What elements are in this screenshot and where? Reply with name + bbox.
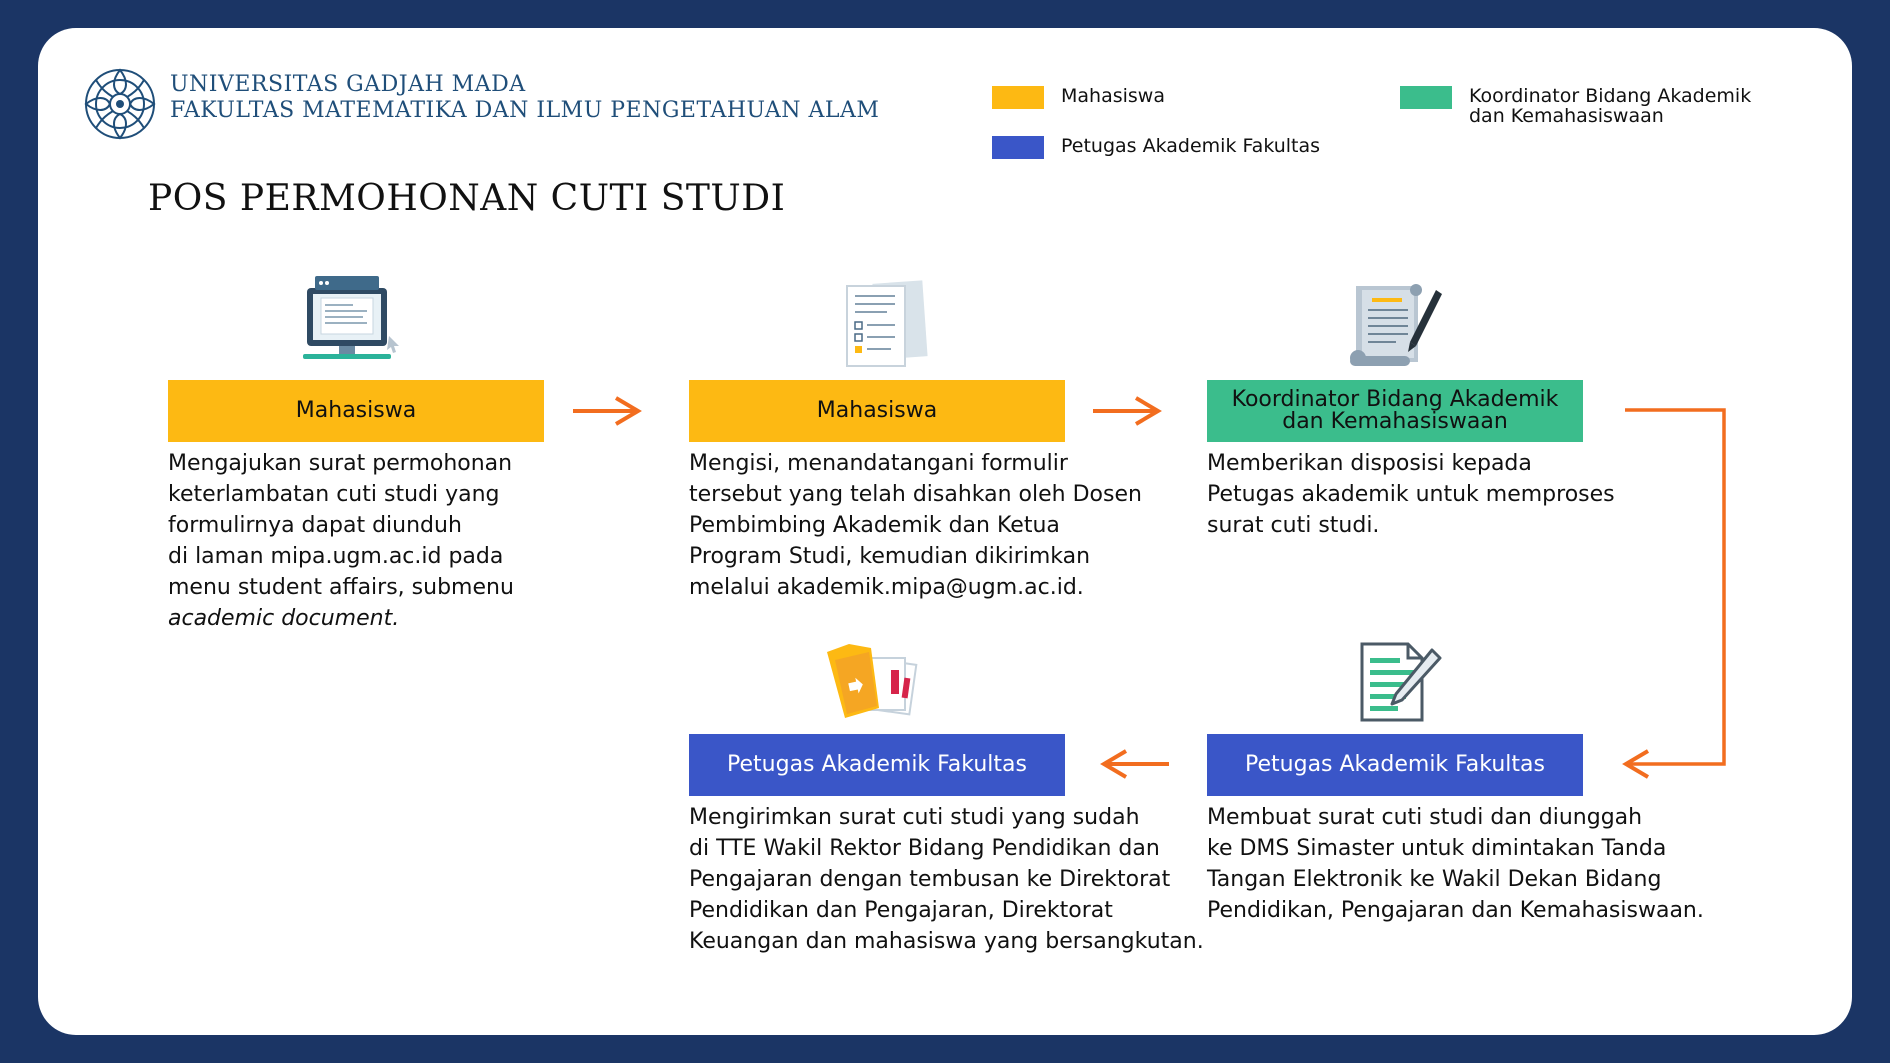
arrow-step3-to-step4 bbox=[1625, 410, 1724, 777]
step-4-description: Membuat surat cuti studi dan diunggah ke DMS Simaster untuk dimintakan Tanda Tangan Elektronik ke Wakil Dekan Bidang Pendidikan, Pengajaran dan Kemahasiswaan. bbox=[1207, 805, 1704, 923]
arrow-step1-to-step2 bbox=[573, 398, 638, 424]
step-5-label: Petugas Akademik Fakultas bbox=[689, 734, 1065, 796]
step-2-label: Mahasiswa bbox=[689, 380, 1065, 442]
faculty-name: FAKULTAS MATEMATIKA DAN ILMU PENGETAHUAN ALAM bbox=[170, 98, 880, 123]
flow-arrows bbox=[38, 28, 1852, 1035]
arrow-step4-to-step5 bbox=[1104, 751, 1169, 777]
poster-card bbox=[38, 28, 1852, 1035]
step-4-label: Petugas Akademik Fakultas bbox=[1207, 734, 1583, 796]
page-title: POS PERMOHONAN CUTI STUDI bbox=[148, 178, 786, 219]
arrow-step2-to-step3 bbox=[1093, 398, 1158, 424]
legend-label-mahasiswa: Mahasiswa bbox=[1061, 85, 1165, 107]
step-5-description: Mengirimkan surat cuti studi yang sudah di TTE Wakil Rektor Bidang Pendidikan dan Pengajaran dengan tembusan ke Direktorat Pendidikan dan Pengajaran, Direktorat Keuangan dan mahasiswa yang bersangkutan. bbox=[689, 805, 1204, 954]
university-name: UNIVERSITAS GADJAH MADA bbox=[170, 72, 526, 97]
legend-label-koordinator: Koordinator Bidang Akademik dan Kemahasiswaan bbox=[1469, 85, 1752, 127]
step-1-description: Mengajukan surat permohonan keterlambatan cuti studi yang formulirnya dapat diunduh di laman mipa.ugm.ac.id pada menu student affairs, submenu academic document. bbox=[168, 451, 514, 631]
step-3-label: Koordinator Bidang Akademik dan Kemahasiswaan bbox=[1207, 380, 1583, 442]
legend-label-petugas: Petugas Akademik Fakultas bbox=[1061, 135, 1321, 157]
step-3-description: Memberikan disposisi kepada Petugas akademik untuk memproses surat cuti studi. bbox=[1207, 451, 1615, 538]
step-1-label: Mahasiswa bbox=[168, 380, 544, 442]
step-2-description: Mengisi, menandatangani formulir tersebut yang telah disahkan oleh Dosen Pembimbing Akademik dan Ketua Program Studi, kemudian dikirimkan melalui akademik.mipa@ugm.ac.id. bbox=[689, 451, 1142, 600]
